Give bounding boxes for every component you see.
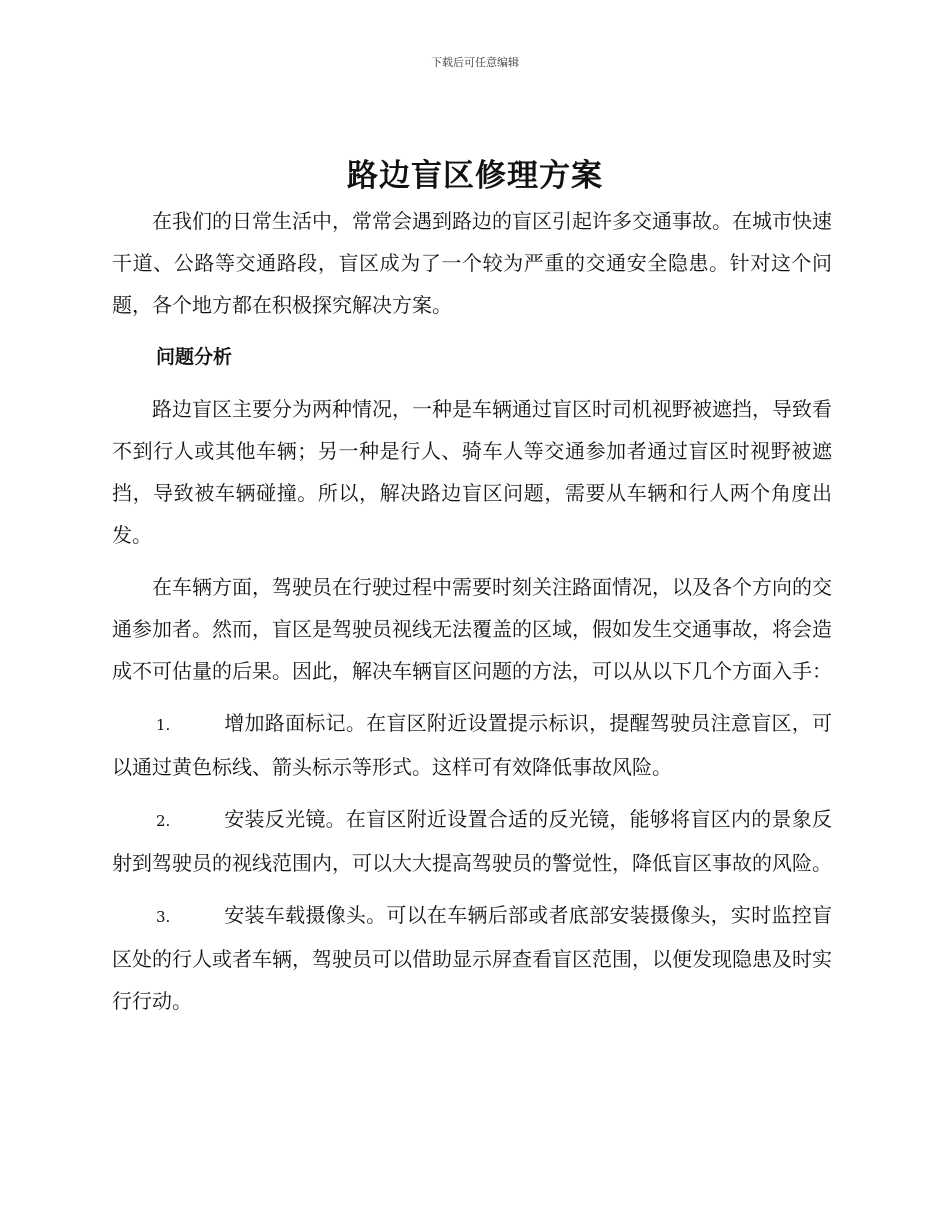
list-item-number: 1.: [156, 716, 171, 734]
paragraph: 路边盲区主要分为两种情况，一种是车辆通过盲区时司机视野被遮挡，导致看不到行人或其他车辆；另一种是行人、骑车人等交通参加者通过盲区时视野被遮挡，导致被车辆碰撞。所以，解决路边盲区问题，需要从车辆和行人两个角度出发。: [112, 397, 832, 547]
list-item-text: 安装反光镜。在盲区附近设置合适的反光镜，能够将盲区内的景象反射到驾驶员的视线范围内，可以大大提高驾驶员的警觉性，降低盲区事故的风险。: [112, 807, 832, 875]
document-body: [112, 200, 832, 1032]
list-item-number: 3.: [156, 908, 171, 926]
list-item-number: 2.: [156, 812, 171, 830]
list-item-text: 增加路面标记。在盲区附近设置提示标识，提醒驾驶员注意盲区，可以通过黄色标线、箭头标示等形式。这样可有效降低事故风险。: [112, 711, 832, 779]
intro-paragraph: 在我们的日常生活中，常常会遇到路边的盲区引起许多交通事故。在城市快速干道、公路等交通路段，盲区成为了一个较为严重的交通安全隐患。针对这个问题，各个地方都在积极探究解决方案。: [112, 209, 832, 317]
list-item: [112, 702, 832, 788]
list-item-text: 安装车载摄像头。可以在车辆后部或者底部安装摄像头，实时监控盲区处的行人或者车辆，驾驶员可以借助显示屏查看盲区范围，以便发现隐患及时实行行动。: [112, 903, 832, 1013]
section-heading: 问题分析: [156, 346, 233, 368]
paragraph: 在车辆方面，驾驶员在行驶过程中需要时刻关注路面情况，以及各个方向的交通参加者。然而，盲区是驾驶员视线无法覆盖的区域，假如发生交通事故，将会造成不可估量的后果。因此，解决车辆盲区问题的方法，可以从以下几个方面入手：: [112, 575, 832, 683]
list-item: [112, 798, 832, 884]
header-note: 下载后可任意编辑: [431, 56, 519, 69]
document-title: 路边盲区修理方案: [347, 158, 603, 194]
list-item: [112, 894, 832, 1022]
